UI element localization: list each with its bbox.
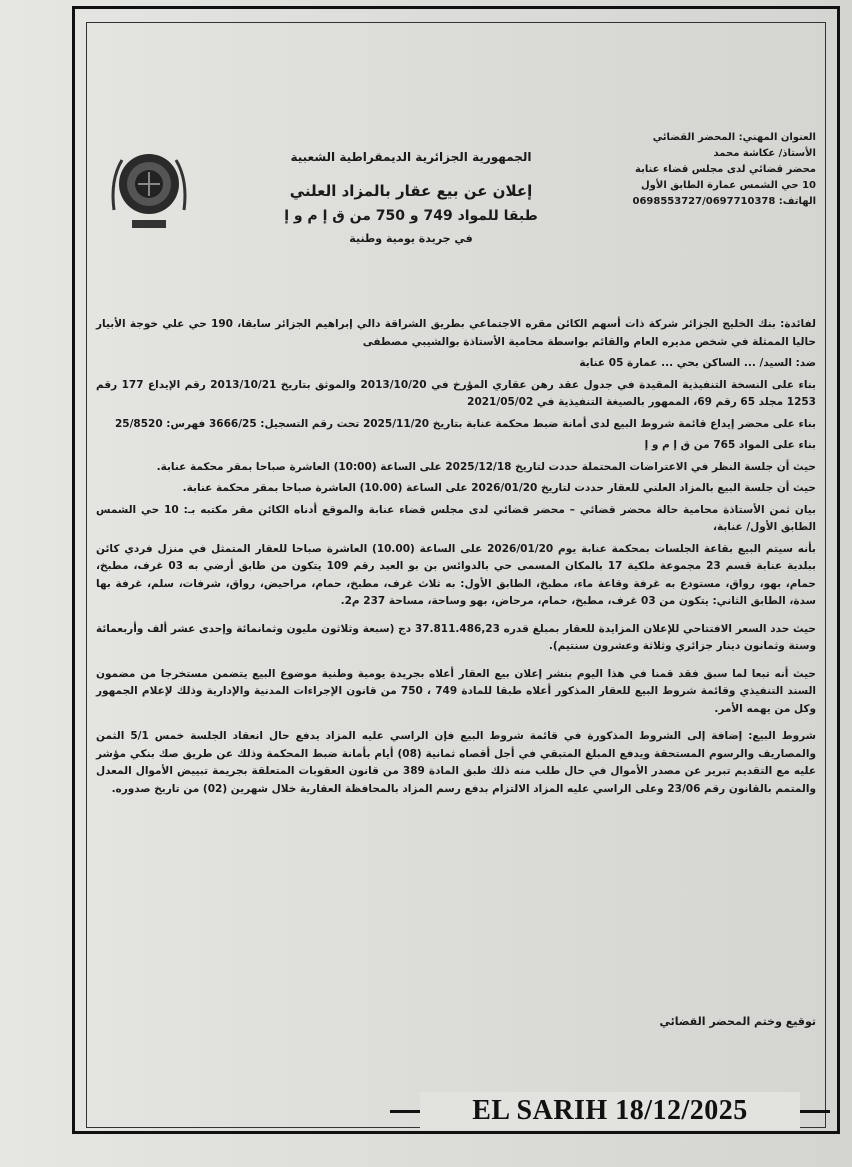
header-line: الأستاذ/ عكاشة محمد [713,148,816,159]
newspaper-name-date: EL SARIH 18/12/2025 [472,1095,748,1126]
header-line: 10 حي الشمس عمارة الطابق الأول [640,180,816,191]
notice-document [96,120,816,1028]
notice-title: إعلان عن بيع عقار بالمزاد العلني [289,182,533,200]
creditor-paragraph: لفائدة: بنك الخليج الجزائر شركة ذات أسهم الكائن مقره الاجتماعي بطريق الشراقة دالي إبراهيم الجزائر سابقا، 190 حي علي خوجة الأبيار حاليا الممثلة في شخص مديره العام والقائم بواسطة محامية الأستاذة بوالشيبي مصطفى [96,318,816,348]
header-line: الهاتف: 0698553727/0697710378 [632,196,816,207]
state-emblem-icon [108,140,190,232]
notice-subtitle: طبقا للمواد 749 و 750 من ق إ م و إ [284,208,538,224]
bailiff-statement-paragraph: بيان ثمن الأستاذة محامية حالة محضر قضائي – محضر قضائي لدى مجلس قضاء عنابة والموقع أدناه الكائن مقر مكتبه بـ: 10 حي الشمس الطابق الأول/ عنابة، [96,503,816,533]
sale-hearing-paragraph: حيث أن جلسة البيع بالمزاد العلني للعقار حددت لتاريخ 2026/01/20 على الساعة (10.00) العاشرة صباحا بمقر محكمة عنابة. [182,482,816,494]
header-line: محضر قضائي لدى مجلس قضاء عنابة [635,164,816,175]
footer-rule-left [390,1110,420,1113]
header-line: العنوان المهني: المحضر القضائي [652,132,816,143]
enforcement-paragraph: بناء على النسخة التنفيذية المقيدة في جدول عقد رهن عقاري المؤرخ في 2013/10/20 والموثق بتاريخ 2013/10/21 رقم الإيداع 177 رقم 1253 مجلد 65 رقم 69، الممهور بالصيغة التنفيذية في 2021/05/02 [96,378,816,408]
bailiff-header [616,130,816,210]
notice-session: في جريدة يومية وطنية [349,232,473,245]
notice-body [96,316,816,802]
opening-price-paragraph: حيث حدد السعر الافتتاحي للإعلان المزايدة للعقار بمبلغ قدره 37.811.486,23 دج (سبعة وثلاثون مليون وثمانمائة وإحدى عشر ألف وأربعمائة وستة وثمانون دينار جزائري وثلاثة وعشرون سنتيم). [96,622,816,652]
signature-line: توقيع وختم المحضر القضائي [659,1015,816,1028]
publication-paragraph: حيث أنه تبعا لما سبق فقد قمنا في هذا اليوم بنشر إعلان بيع العقار أعلاه بجريدة يومية وطنية موضوع البيع يتضمن مستخرجا من مضمون السند التنفيذي وقائمة شروط البيع للعقار المذكور أعلاه طبقا للمادة 749 ، 750 من قانون الإجراءات المدنية والإدارية وذلك لإعلام الجمهور وكل من يهمه الأمر. [96,667,816,715]
footer-rule-right [800,1110,830,1113]
legal-basis-paragraph: بناء على المواد 765 من ق إ م و إ [644,439,816,451]
newspaper-footer [420,1092,800,1130]
objection-hearing-paragraph: حيث أن جلسة النظر في الاعتراضات المحتملة حددت لتاريخ 2025/12/18 على الساعة (10:00) العاشرة صباحا بمقر محكمة عنابة. [156,460,816,473]
republic-title: الجمهورية الجزائرية الديمقراطية الشعبية [290,150,532,164]
notice-heading [266,150,556,245]
property-description-paragraph: بأنه سيتم البيع بقاعة الجلسات بمحكمة عنابة يوم 2026/01/20 على الساعة (10.00) العاشرة صباحا للعقار المتمثل في منزل فردي كائن ببلدية عنابة قسم 23 مجموعة ملكية 17 بالمكان المسمى حي بالدوائس بن بو العيد رقم 109 يتكون من طابق أرضي به 03 غرف، مطبخ، حمام، بهو، رواق، مستودع به غرفة وقاعة ماء، مطبخ، الطابق الأول: به ثلاث غرف، مطبخ، حمام، مراحيض، رواق، شرفات، سلم، غرفة بها سدة، الطابق الثاني: يتكون من 03 غرف، مطبخ، حمام، مرحاض، بهو وساحة، مساحة 237 م2. [96,542,816,607]
debtor-paragraph: ضد: السيد/ ... الساكن بحي ... عمارة 05 عنابة [579,357,816,369]
conditions-deposit-paragraph: بناء على محضر إيداع قائمة شروط البيع لدى أمانة ضبط محكمة عنابة بتاريخ 2025/11/20 تحت رقم التسجيل: 3666/25 فهرس: 25/8520 [114,417,816,430]
sale-conditions-paragraph: شروط البيع: إضافة إلى الشروط المذكورة في قائمة شروط البيع فإن الراسي عليه المزاد يدفع حال انعقاد الجلسة خمس 5/1 الثمن والمصاريف والرسوم المستحقة ويدفع المبلغ المتبقي في أجل أقصاه ثمانية (08) أيام بأمانة ضبط المحكمة وذلك عن طريق صك بنكي مؤشر عليه مع التقديم تبرير عن مصدر الأموال في حال طلب منه ذلك طبق المادة 389 من قانون العقوبات المتعلقة بجريمة تبييض الأموال المعدل والمتمم بالقانون رقم 23/06 وعلى الراسي عليه المزاد الالتزام بدفع رسم المزاد بالمحافظة العقارية خلال شهرين (02) من تاريخ صدوره. [96,730,816,795]
